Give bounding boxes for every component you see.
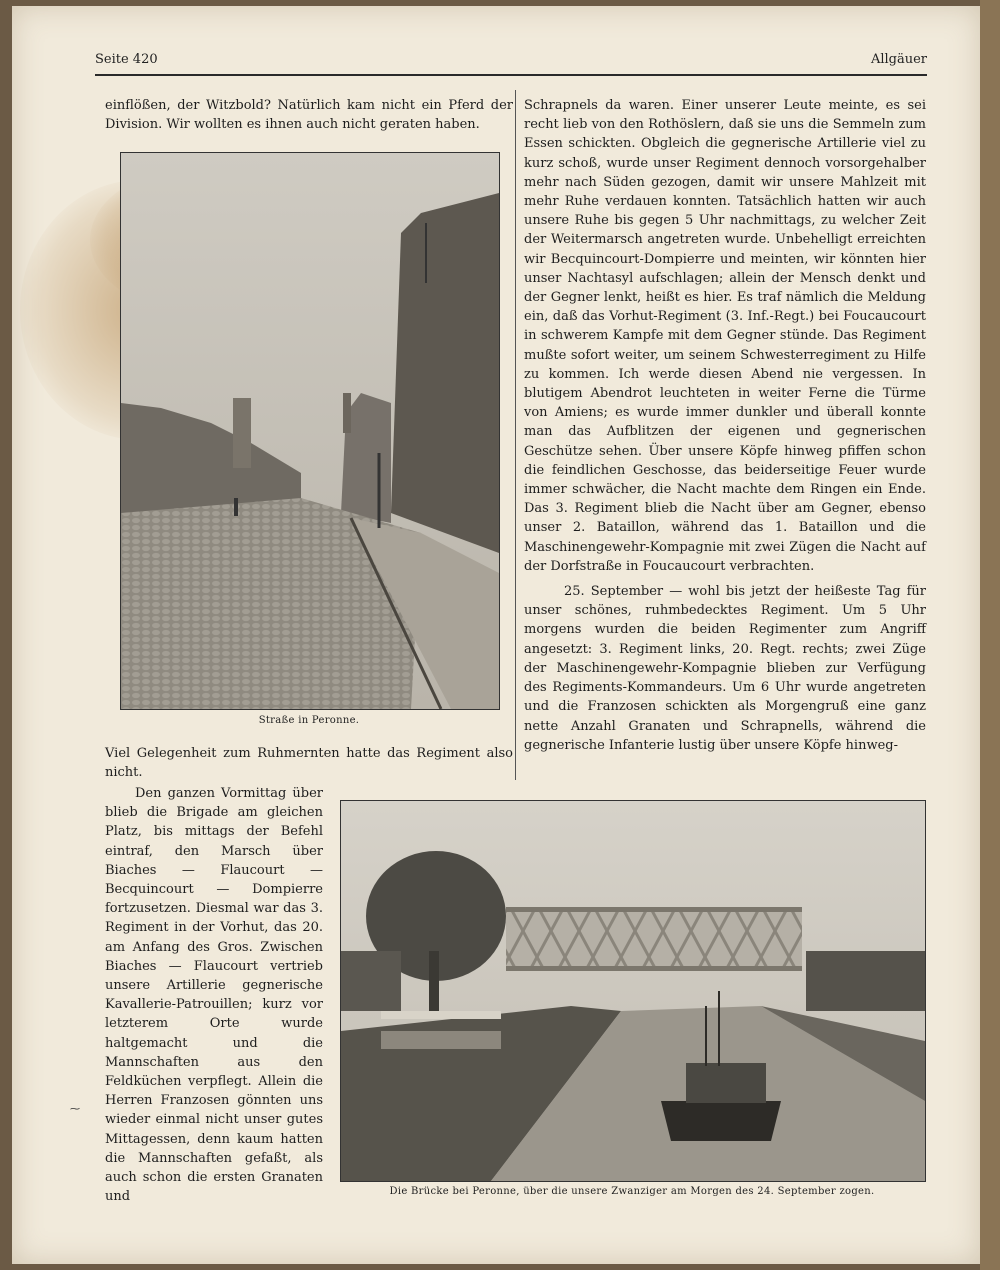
margin-mark: ⁓ <box>70 1104 80 1115</box>
paragraph: Den ganzen Vormittag über blieb die Brigade am gleichen Platz, bis mittags der Befehl eintraf, den Marsch über Biaches — Flaucourt — Becquincourt — Dompierre fortzusetzen. Diesmal war das 3. Regiment in der Vorhut, das 20. am Anfang des Gros. Zwischen Biaches — Flaucourt vertrieb unsere Artillerie gegnerische Kavallerie-Patrouillen; kurz vor letzterem Orte wurde haltgemacht und die Mannschaften aus den Feldküchen verpflegt. Allein die Herren Franzosen gönnten uns wieder einmal nicht unser gutes Mittagessen, denn kaum hatten die Mannschaften gefaßt, als auch schon die ersten Granaten und <box>105 786 323 1205</box>
publication-name: Allgäuer <box>870 52 927 67</box>
left-column-text-mid <box>105 744 513 782</box>
street-photo-drawing <box>121 153 499 709</box>
photo-caption: Die Brücke bei Peronne, über die unsere Zwanziger am Morgen des 24. September zogen. <box>389 1186 875 1197</box>
column-divider <box>515 90 516 780</box>
photo-street-in-peronne <box>120 152 500 710</box>
narrow-column-text <box>105 784 323 1206</box>
paragraph: Viel Gelegenheit zum Ruhmernten hatte das Regiment also nicht. <box>105 746 513 781</box>
header-rule <box>95 74 927 76</box>
left-column-text-top <box>105 96 513 134</box>
bridge-photo-drawing <box>341 801 925 1181</box>
photo-caption: Straße in Peronne. <box>258 715 360 726</box>
right-column-text <box>524 96 926 755</box>
page-number: Seite 420 <box>95 52 158 67</box>
paragraph: einflößen, der Witzbold? Natürlich kam nicht ein Pferd der Division. Wir wollten es ihnen auch nicht geraten haben. <box>105 98 513 133</box>
paragraph: Schrapnels da waren. Einer unserer Leute meinte, es sei recht lieb von den Rothöslern, daß sie uns die Semmeln zum Essen schickten. Obgleich die gegnerische Artillerie viel zu kurz schoß, wurde unser Regiment dennoch vorsorgehalber mehr nach Süden gezogen, damit wir unsere Mahlzeit mit mehr Ruhe verdauen konnten. Tatsächlich hatten wir auch unsere Ruhe bis gegen 5 Uhr nachmittags, zu welcher Zeit der Weitermarsch angetreten wurde. Unbehelligt erreichten wir Becquincourt-Dompierre und meinten, wir könnten hier unser Nachtasyl aufschlagen; allein der Mensch denkt und der Gegner lenkt, heißt es hier. Es traf nämlich die Meldung ein, daß das Vorhut-Regiment (3. Inf.-Regt.) bei Foucaucourt in schwerem Kampfe mit dem Gegner stünde. Das Regiment mußte sofort weiter, um seinem Schwesterregiment zu Hilfe zu kommen. Ich werde diesen Abend nie vergessen. In blutigem Abendrot leuchteten in weiter Ferne die Türme von Amiens; es wurde immer dunkler und überall konnte man das Aufblitzen der eigenen und gegnerischen Geschütze sehen. Über unsere Köpfe hinweg pfiffen schon die feindlichen Geschosse, das beiderseitige Feuer wurde immer schwächer, die Nacht machte dem Ringen ein Ende. Das 3. Regiment blieb die Nacht über am Gegner, ebenso unser 2. Bataillon, während das 1. Bataillon und die Maschinengewehr-Kompagnie mit zwei Zügen die Nacht auf der Dorfstraße in Foucaucourt verbrachten. <box>524 98 926 574</box>
photo-bridge-at-peronne <box>340 800 926 1182</box>
paragraph: 25. September — wohl bis jetzt der heißeste Tag für unser schönes, ruhmbedecktes Regiment. Um 5 Uhr morgens wurden die beiden Regimenter zum Angriff angesetzt: 3. Regiment links, 20. Regt. rechts; zwei Züge der Maschinengewehr-Kompagnie blieben zur Verfügung des Regiments-Kommandeurs. Um 6 Uhr wurde angetreten und die Franzosen schickten als Morgengruß eine ganz nette Anzahl Granaten und Schrapnells, während die gegnerische Infanterie lustig über unsere Köpfe hinweg- <box>524 584 926 753</box>
page-edge <box>980 0 1000 1270</box>
